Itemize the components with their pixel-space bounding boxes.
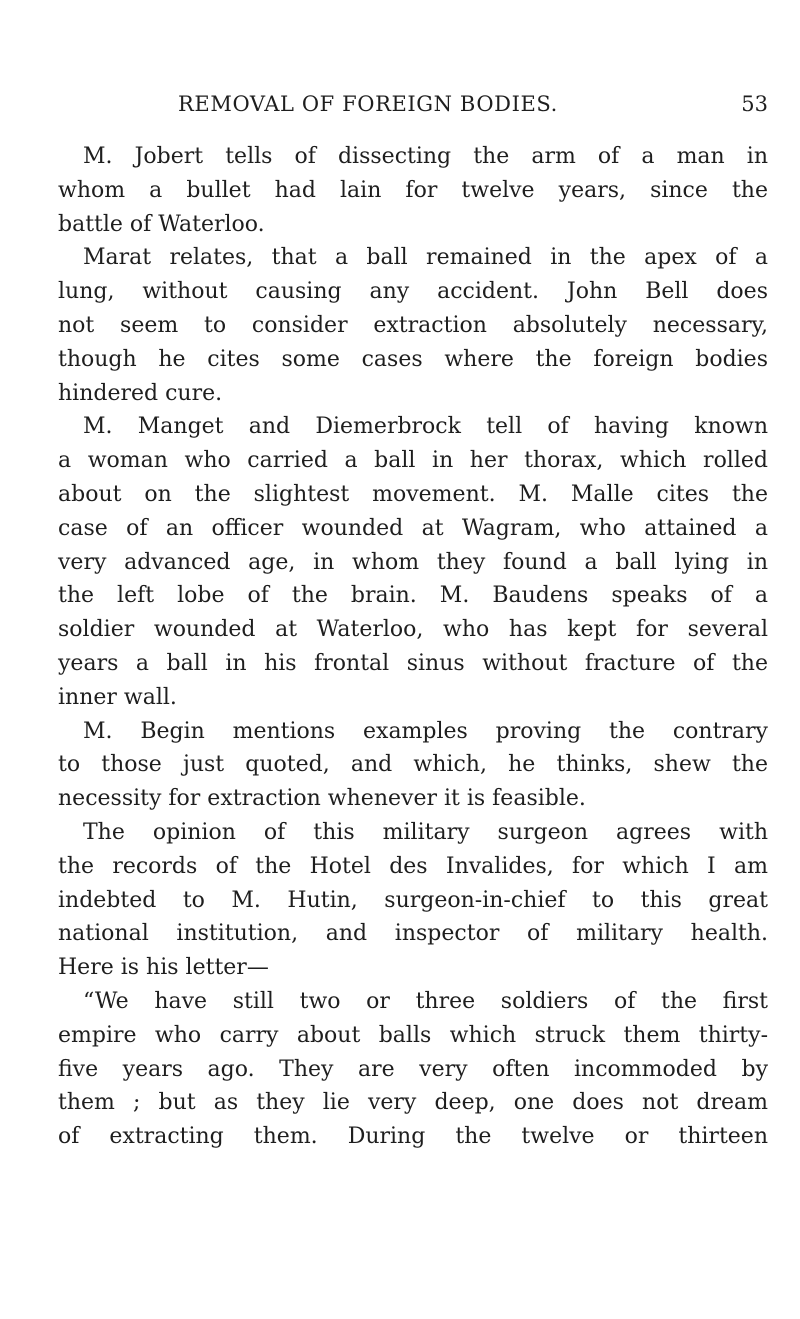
text-line: necessity for extraction whenever it is feasible. bbox=[58, 786, 586, 812]
text-line: “We have still two or three soldiers of the first bbox=[83, 988, 768, 1014]
text-line: empire who carry about balls which struck them thirty- bbox=[58, 1022, 768, 1048]
text-line: The opinion of this military surgeon agrees with bbox=[83, 819, 768, 845]
text-line: soldier wounded at Waterloo, who has kept for several bbox=[58, 617, 768, 643]
running-head bbox=[58, 92, 768, 132]
text-line: Marat relates, that a ball remained in the apex of a bbox=[83, 245, 768, 271]
text-line: whom a bullet had lain for twelve years, since the bbox=[58, 177, 768, 203]
text-line: national institution, and inspector of military health. bbox=[58, 921, 768, 947]
text-line: M. Begin mentions examples proving the contrary bbox=[83, 718, 768, 744]
text-line: the records of the Hotel des Invalides, for which I am bbox=[58, 853, 768, 879]
text-line: M. Jobert tells of dissecting the arm of a man in bbox=[83, 144, 768, 169]
text-line: Here is his letter— bbox=[58, 955, 269, 981]
text-line: them ; but as they lie very deep, one does not dream bbox=[58, 1090, 768, 1116]
text-line: indebted to M. Hutin, surgeon-in-chief to this great bbox=[58, 887, 768, 913]
text-line: five years ago. They are very often incommoded by bbox=[58, 1056, 768, 1082]
text-line: M. Manget and Diemerbrock tell of having known bbox=[83, 414, 768, 440]
text-line: battle of Waterloo. bbox=[58, 211, 265, 237]
text-line: years a ball in his frontal sinus without fracture of the bbox=[58, 650, 768, 676]
body-text bbox=[58, 140, 768, 1154]
text-line: a woman who carried a ball in her thorax, which rolled bbox=[58, 448, 768, 474]
text-line: not seem to consider extraction absolutely necessary, bbox=[58, 312, 768, 338]
text-line: case of an officer wounded at Wagram, who attained a bbox=[58, 515, 768, 541]
text-line: about on the slightest movement. M. Malle cites the bbox=[58, 481, 768, 507]
page-number: 53 bbox=[741, 92, 768, 116]
text-line: the left lobe of the brain. M. Baudens speaks of a bbox=[58, 583, 768, 609]
text-line: hindered cure. bbox=[58, 380, 223, 406]
text-line: of extracting them. During the twelve or thirteen bbox=[58, 1124, 768, 1150]
text-line: very advanced age, in whom they found a ball lying in bbox=[58, 549, 768, 575]
text-line: lung, without causing any accident. John Bell does bbox=[58, 279, 768, 305]
text-line: inner wall. bbox=[58, 684, 177, 710]
text-line: though he cites some cases where the foreign bodies bbox=[58, 346, 768, 372]
text-line: to those just quoted, and which, he thinks, shew the bbox=[58, 752, 768, 778]
running-title: REMOVAL OF FOREIGN BODIES. bbox=[178, 92, 558, 116]
